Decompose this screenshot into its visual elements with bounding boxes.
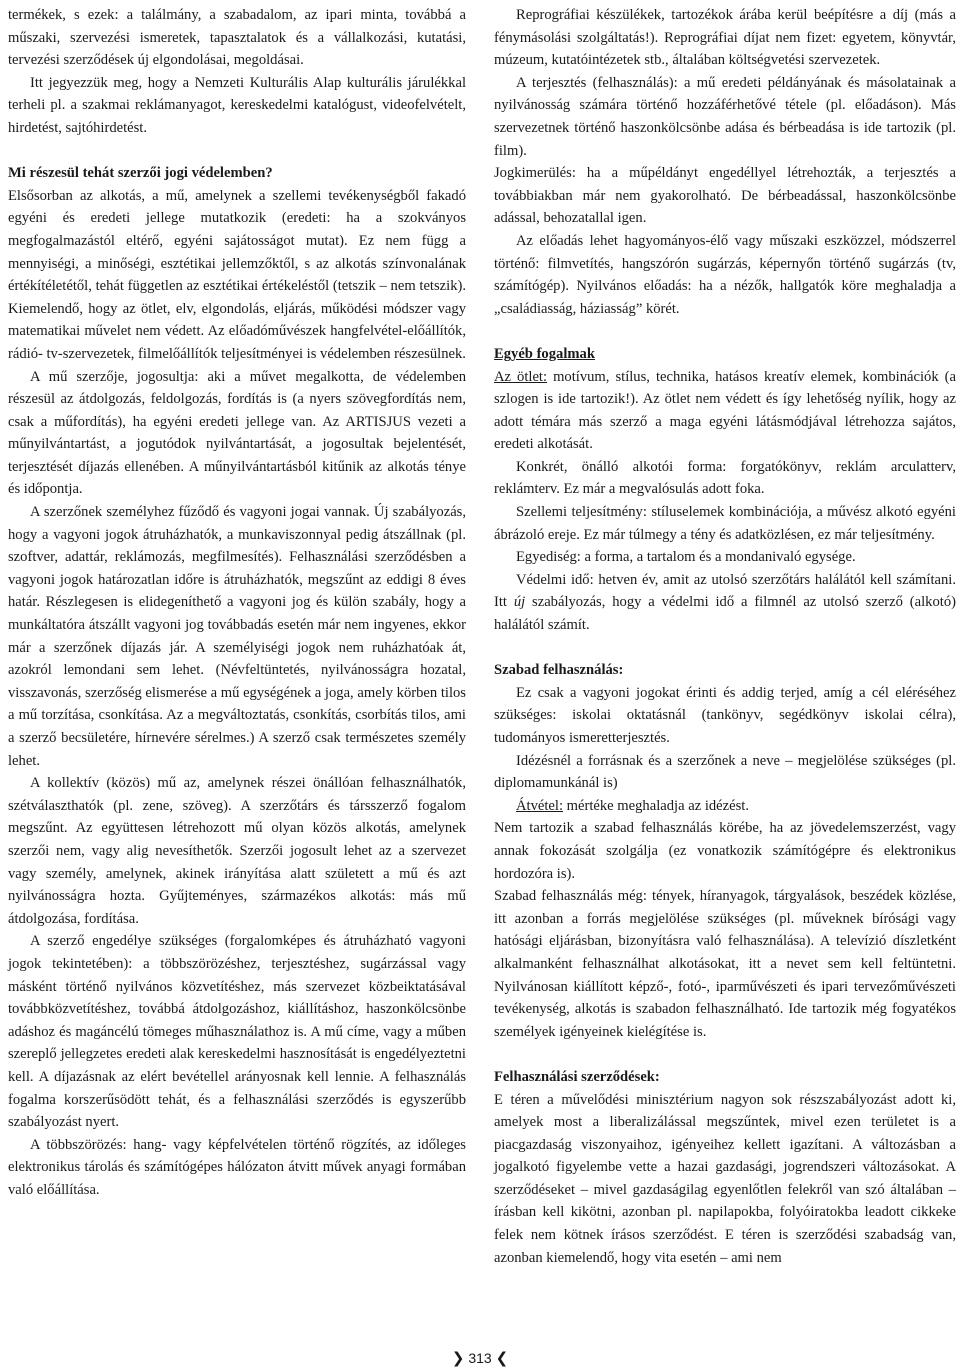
right-column <box>494 4 956 1269</box>
spacer <box>494 637 956 660</box>
chevron-left-icon: ❮ <box>495 1350 509 1367</box>
section-heading: Szabad felhasználás: <box>494 662 624 679</box>
paragraph: Itt jegyezzük meg, hogy a Nemzeti Kulturális Alap kulturális járulékkal terheli pl. a szakmai reklámanyagot, kereskedelmi katalógust, videofelvételt, hirdetést, sajtóhirdetést. <box>8 74 466 136</box>
paragraph: Az előadás lehet hagyományos-élő vagy műszaki eszközzel, módszerrel történő: filmvetítés, hangszórón sugárzás, képernyőn történő sugárzás (tv, számítógép). Nyilvános előadás: ha a nézők, hallgatók köre meghaladja a „családiasság, háziasság” körét. <box>494 232 956 317</box>
paragraph: Egyediség: a forma, a tartalom és a mondanivaló egysége. <box>516 549 856 566</box>
paragraph: A szerző engedélye szükséges (forgalomképes és átruházható vagyoni jogok tekintetében): a többszörözéshez, terjesztéshez, sugárzással vagy másként történő nyilvános közvetítéshez, más szervezet közbeiktatásával továbbközvetítéshez, továbbá átdolgozáshoz, kiállításhoz, haszonkölcsönbe adáshoz és magáncélú tömeges műhasználathoz is. A mű címe, vagy a műben szereplő jellegzetes eredeti alak kereskedelmi hasznosítását is engedélyeztetni kell. A díjazásnak az elért bevétellel arányosnak kell lennie. A felhasználás fogalma korszerűsödött tehát, és a felhasználási szerződés is egyszerűbb szabályozást nyert. <box>8 933 466 1131</box>
emphasis: új <box>513 594 526 611</box>
paragraph-text: Védelmi idő: hetven év, amit az utolsó szerzőtárs halálától kell számítani. Itt <box>494 571 956 611</box>
term-label: Átvétel: <box>516 797 564 814</box>
chevron-right-icon: ❯ <box>451 1350 465 1367</box>
paragraph <box>494 366 956 456</box>
section-heading: Mi részesül tehát szerzői jogi védelemben? <box>8 165 273 182</box>
paragraph: A többszörözés: hang- vagy képfelvételen történő rögzítés, az időleges elektronikus tárolás és számítógépes hálózaton átvitt művek anyagi formában való előállítása. <box>8 1136 466 1198</box>
paragraph-text: mértéke meghaladja az idézést. <box>563 797 749 814</box>
left-column <box>8 4 466 1201</box>
paragraph-text: motívum, stílus, technika, hatásos kreatív elemek, kombinációk (a szlogen is ide tartozik!). Az ötlet nem védett és így lehetőség nyílik, hogy az adott témára más szerző a maga egyéni látásmódjával létrehozza sajátos, eredeti alkotását. <box>494 368 956 453</box>
paragraph: A mű szerzője, jogosultja: aki a művet megalkotta, de védelemben részesül az átdolgozás, feldolgozás, fordítás is (a nyers szövegfordítás nem, csak a műfordítás), ha egyéni eredeti jellege van. Az ARTISJUS vezeti a műnyilvántartást, a jogutódok nyilvántartását, a jogosultak bejelentését, terjesztését díjazás ellenében. A műnyilvántartásból kitűnik az alkotás ténye és időpontja. <box>8 368 466 498</box>
paragraph: Idézésnél a forrásnak és a szerzőnek a neve – megjelölése szükséges (pl. diplomamunkánál is) <box>494 752 956 792</box>
paragraph: Konkrét, önálló alkotói forma: forgatókönyv, reklám arculatterv, reklámterv. Ez már a megvalósulás adott foka. <box>494 458 956 498</box>
paragraph: A terjesztés (felhasználás): a mű eredeti példányának és másolatainak a nyilvánosság számára történő hozzáférhetővé tétele (pl. előadáson). Más szervezetnek történő haszonkölcsönbe adása és bérbeadása is ide tartozik (pl. film). <box>494 74 956 159</box>
page-number: 313 <box>468 1350 492 1366</box>
paragraph: E téren a művelődési minisztérium nagyon sok részszabályozást adott ki, amelyek most a liberalizálással megszűntek, mivel ezen területet is a piacgazdaság viszonyaihoz, igényeihez kellett igazítani. A változásban a jogalkotó figyelembe vette a hazai gazdasági, jogrendszeri változásokat. A szerződéseket – mivel gazdaságilag egyenlőtlen felekről van szó általában – írásban kell kikötni, azonban pl. napilapokba, folyóiratokba leadott cikkeke felek nem kötnek írásos szerződést. E téren is szerződési szabadság van, azonban kiemelendő, hogy vita esetén – ami nem <box>494 1091 956 1266</box>
paragraph: Elsősorban az alkotás, a mű, amelynek a szellemi tevékenységből fakadó egyéni és eredeti jellege mutatkozik (eredeti: ha a szokványos megfogalmazástól eltérő, egyéni sajátosságot mutat). Ez nem függ a mennyiségi, a minőségi, esztétikai jellemzőktől, s az alkotás színvonalának értékítéletétől, tehát független az esztétikai értékeléstől (tetszik – nem tetszik). Kiemelendő, hogy az ötlet, elv, elgondolás, eljárás, működési módszer vagy matematikai művelet nem védett. Az előadóművészek hangfelvétel-előállítók, rádió- tv-szervezetek, filmelőállítók teljesítményei is védelemben részesülnek. <box>8 187 466 362</box>
paragraph <box>494 569 956 637</box>
paragraph: termékek, s ezek: a találmány, a szabadalom, az ipari minta, továbbá a műszaki, szervezési ismeretek, tapasztalatok és a vállalkozási, kutatási, tervezési szerződések új elgondolásai, megoldásai. <box>8 7 466 69</box>
paragraph: Reprográfiai készülékek, tartozékok árába kerül beépítésre a díj (más a fénymásolási szolgáltatás!). Reprográfiai díjat nem fizet: egyetem, könyvtár, múzeum, kutatóintézetek stb., általában költségvetési szervezetek. <box>494 7 956 69</box>
section-heading: Egyéb fogalmak <box>494 345 595 362</box>
spacer <box>494 1043 956 1066</box>
paragraph: A szerzőnek személyhez fűződő és vagyoni jogai vannak. Új szabályozás, hogy a vagyoni jogok átruházhatók, a munkaviszonnyal pedig átszállnak (pl. szoftver, adattár, reklámozás, megfilmesítés). Felhasználási szerződésben a vagyoni jogok határozatlan időre is átruházhatók, megszűnt az eddigi 8 éves határ. Részlegesen is elidegeníthető a vagyoni jog és külön szabály, hogy a munkáltatóra átszállt vagyoni jog továbbadás esetén már nem ingyenes, ekkor már a szerzőnek díjazás jár. A személyiségi jogok nem ruházhatóak át, azokról lemondani sem lehet. (Névfeltüntetés, nyilvánosságra hozatal, visszavonás, szerzőség elismerése a mű egységének a joga, amely körben tilos a mű torzítása, csonkítása. Az a megváltoztatás, csonkítás, csorbítás tilos, ami a szerző becsületére, hírnevére sérelmes.) A szerző csak természetes személy lehet. <box>8 504 466 769</box>
section-heading: Felhasználási szerződések: <box>494 1068 660 1085</box>
paragraph-text: szabályozás, hogy a védelmi idő a filmnél az utolsó szerző (alkotó) halálától számít. <box>494 594 956 634</box>
paragraph: Ez csak a vagyoni jogokat érinti és addig terjed, amíg a cél eléréséhez szükséges: iskolai oktatásnál (tankönyv, segédkönyv iskolai célra), tudományos ismeretterjesztés. <box>494 684 956 746</box>
paragraph: Jogkimerülés: ha a műpéldányt engedéllyel létrehozták, a terjesztés a továbbiakban már nem gyakorolható. De bérbeadással, haszonkölcsönbe adással, behozatallal igen. <box>494 165 956 227</box>
paragraph: Nem tartozik a szabad felhasználás körébe, ha az jövedelemszerzést, vagy annak fokozását szolgálja (ez vonatkozik számítógépre és elektronikus hordozóra is). <box>494 820 956 882</box>
paragraph <box>494 795 956 818</box>
spacer <box>494 320 956 343</box>
paragraph: A kollektív (közös) mű az, amelynek részei önállóan felhasználhatók, szétválaszthatók (pl. zene, szöveg). A szerzőtárs és társszerző fogalom megszűnt. Az együttesen létrehozott mű olyan közös alkotás, amelynek szerzői nem, vagy alig nevesíthetők. Szerzői jogosult lehet az a szervezet vagy személy, amelynek, akinek irányítása alatt született a mű és azt nyilvánosságra hozta. Gyűjteményes, származékos alkotás: más mű átdolgozása, fordítása. <box>8 775 466 927</box>
page-footer <box>0 1350 960 1367</box>
spacer <box>8 140 466 163</box>
paragraph: Szellemi teljesítmény: stíluselemek kombinációja, a művész alkotó egyéni ábrázoló ereje. Ez már túlmegy a tény és adatközlésen, ez már teljesítmény. <box>494 504 956 543</box>
paragraph: Szabad felhasználás még: tények, híranyagok, tárgyalások, beszédek közlése, itt azonban a forrás megjelölése szükséges (pl. műveknek bírósági vagy hatósági eljárásban, bizonyításra való felhasználása). A televízió díszletként alkalmanként felhasználhat alkotásokat, itt a nevet sem kell feltüntetni. Nyilvánosan kiállított képző-, fotó-, iparművészeti és ipari tervezőművészeti tevékenység, alkotás is szabadon felhasználható. Ide tartozik még fogyatékos személyek igényeinek kielégítése is. <box>494 888 956 1040</box>
term-label: Az ötlet: <box>494 368 548 385</box>
